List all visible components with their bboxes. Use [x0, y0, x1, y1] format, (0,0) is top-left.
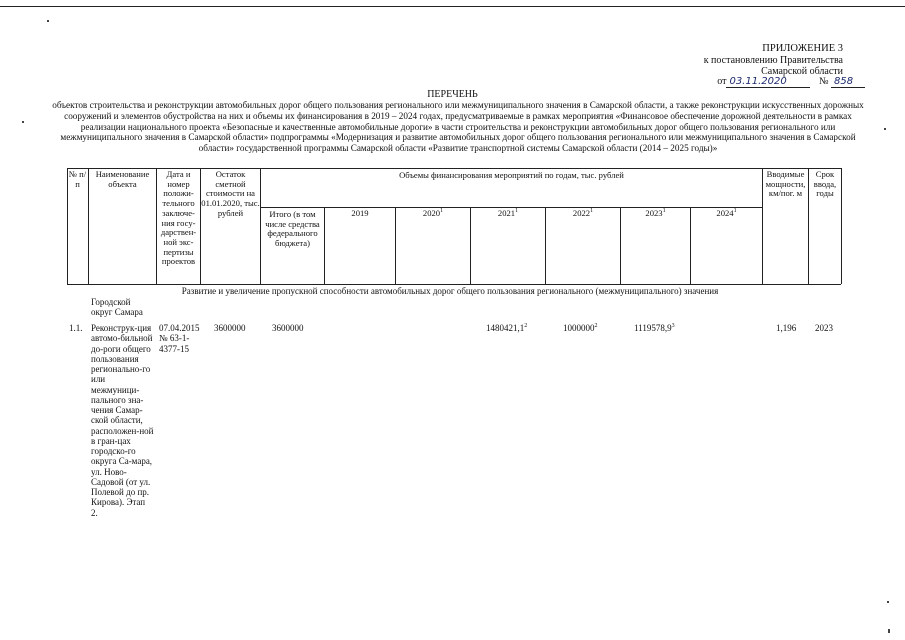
row-year-2021: 1480421,1$^2$ [486, 323, 528, 333]
group-title: Городской округ Самара [91, 297, 143, 318]
appendix-title: ПРИЛОЖЕНИЕ 3 [762, 43, 843, 54]
header-name: Наименование объекта [95, 169, 150, 189]
date-prefix: от [717, 76, 727, 87]
appendix-line: Самарской области [761, 65, 843, 77]
scan-mark [22, 121, 24, 123]
table-border [841, 168, 842, 284]
section-title: Развитие и увеличение пропускной способности автомобильных дорог общего пользования регионального (межмуниципального) значения [181, 286, 719, 296]
scan-mark [887, 601, 889, 603]
scan-mark [47, 20, 49, 22]
header-year-2023: 2023$^1$ [645, 208, 666, 218]
row-deadline: 2023 [815, 323, 833, 333]
appendix-line: к постановлению Правительства [703, 54, 843, 66]
header-date: Дата и номер положи-тельного заключе-ния госу-дарствен-ной экс-пертизы проектов [160, 169, 197, 267]
scan-mark [884, 128, 886, 130]
header-num: № п/п [68, 169, 87, 189]
row-year-2023: 1119578,9$^3$ [634, 323, 675, 333]
decree-number: 858 [831, 76, 865, 88]
row-num: 1.1. [69, 323, 83, 333]
page-top-border [0, 6, 905, 7]
number-prefix: № [818, 76, 829, 87]
header-year-2024: 2024$^1$ [716, 208, 737, 218]
row-name: Реконструк-ция автомо-бильной до-роги общего пользования регионально-го или межмуници-пального зна-чения Самар-ской области, расположен-ной в гран-цах городско-го округа Са-мара, ул. Ново-Садовой (от ул. Полевой до пр. Кирова). Этап 2. [91, 323, 154, 518]
decree-date-line [717, 76, 865, 88]
header-year-2019: 2019 [351, 208, 369, 218]
scan-mark [888, 629, 890, 633]
row-remainder: 3600000 [214, 323, 246, 333]
row-date: 07.04.2015 № 63-1-4377-15 [159, 323, 200, 354]
row-total: 3600000 [272, 323, 304, 333]
header-remainder: Остаток сметной стоимости на 01.01.2020, тыс. рублей [201, 169, 260, 218]
header-volumes: Объемы финансирования мероприятий по годам, тыс. рублей [399, 170, 624, 180]
header-year-2020: 2020$^1$ [422, 208, 444, 218]
document-description: объектов строительства и реконструкции автомобильных дорог общего пользования регионального или межмуниципального значения в Самарской области, а также реконструкции искусственных дорожных сооружений и элементов обустройства на них и объемы их финансирования в 2019 – 2024 годах, предусматриваемые в рамках мероприятия «Финансовое обеспечение дорожной деятельности в рамках реализации национального проекта «Безопасные и качественные автомобильные дороги» в части строительства и реконструкции автомобильных дорог общего пользования регионального или межмуниципального значения в Самарской области» подпрограммы «Модернизация и развитие автомобильных дорог общего пользования регионального или межмуниципального значения в Самарской области» государственной программы Самарской области «Развитие транспортной системы Самарской области (2014 – 2025 годы)» [52, 100, 864, 154]
header-capacity: Вводимые мощности, км/пог. м [765, 169, 806, 199]
header-year-2021: 2021$^1$ [497, 208, 519, 218]
row-year-2022: 1000000$^2$ [563, 323, 598, 333]
header-deadline: Срок ввода, годы [813, 169, 837, 199]
appendix-block [603, 43, 843, 77]
document-title: ПЕРЕЧЕНЬ [427, 89, 478, 100]
table-border [67, 284, 841, 285]
header-total: Итого (в том числе средства федерального бюджета) [265, 209, 320, 249]
header-year-2022: 2022$^1$ [572, 208, 594, 218]
row-capacity: 1,196 [776, 323, 797, 333]
decree-date: 03.11.2020 [726, 76, 810, 88]
